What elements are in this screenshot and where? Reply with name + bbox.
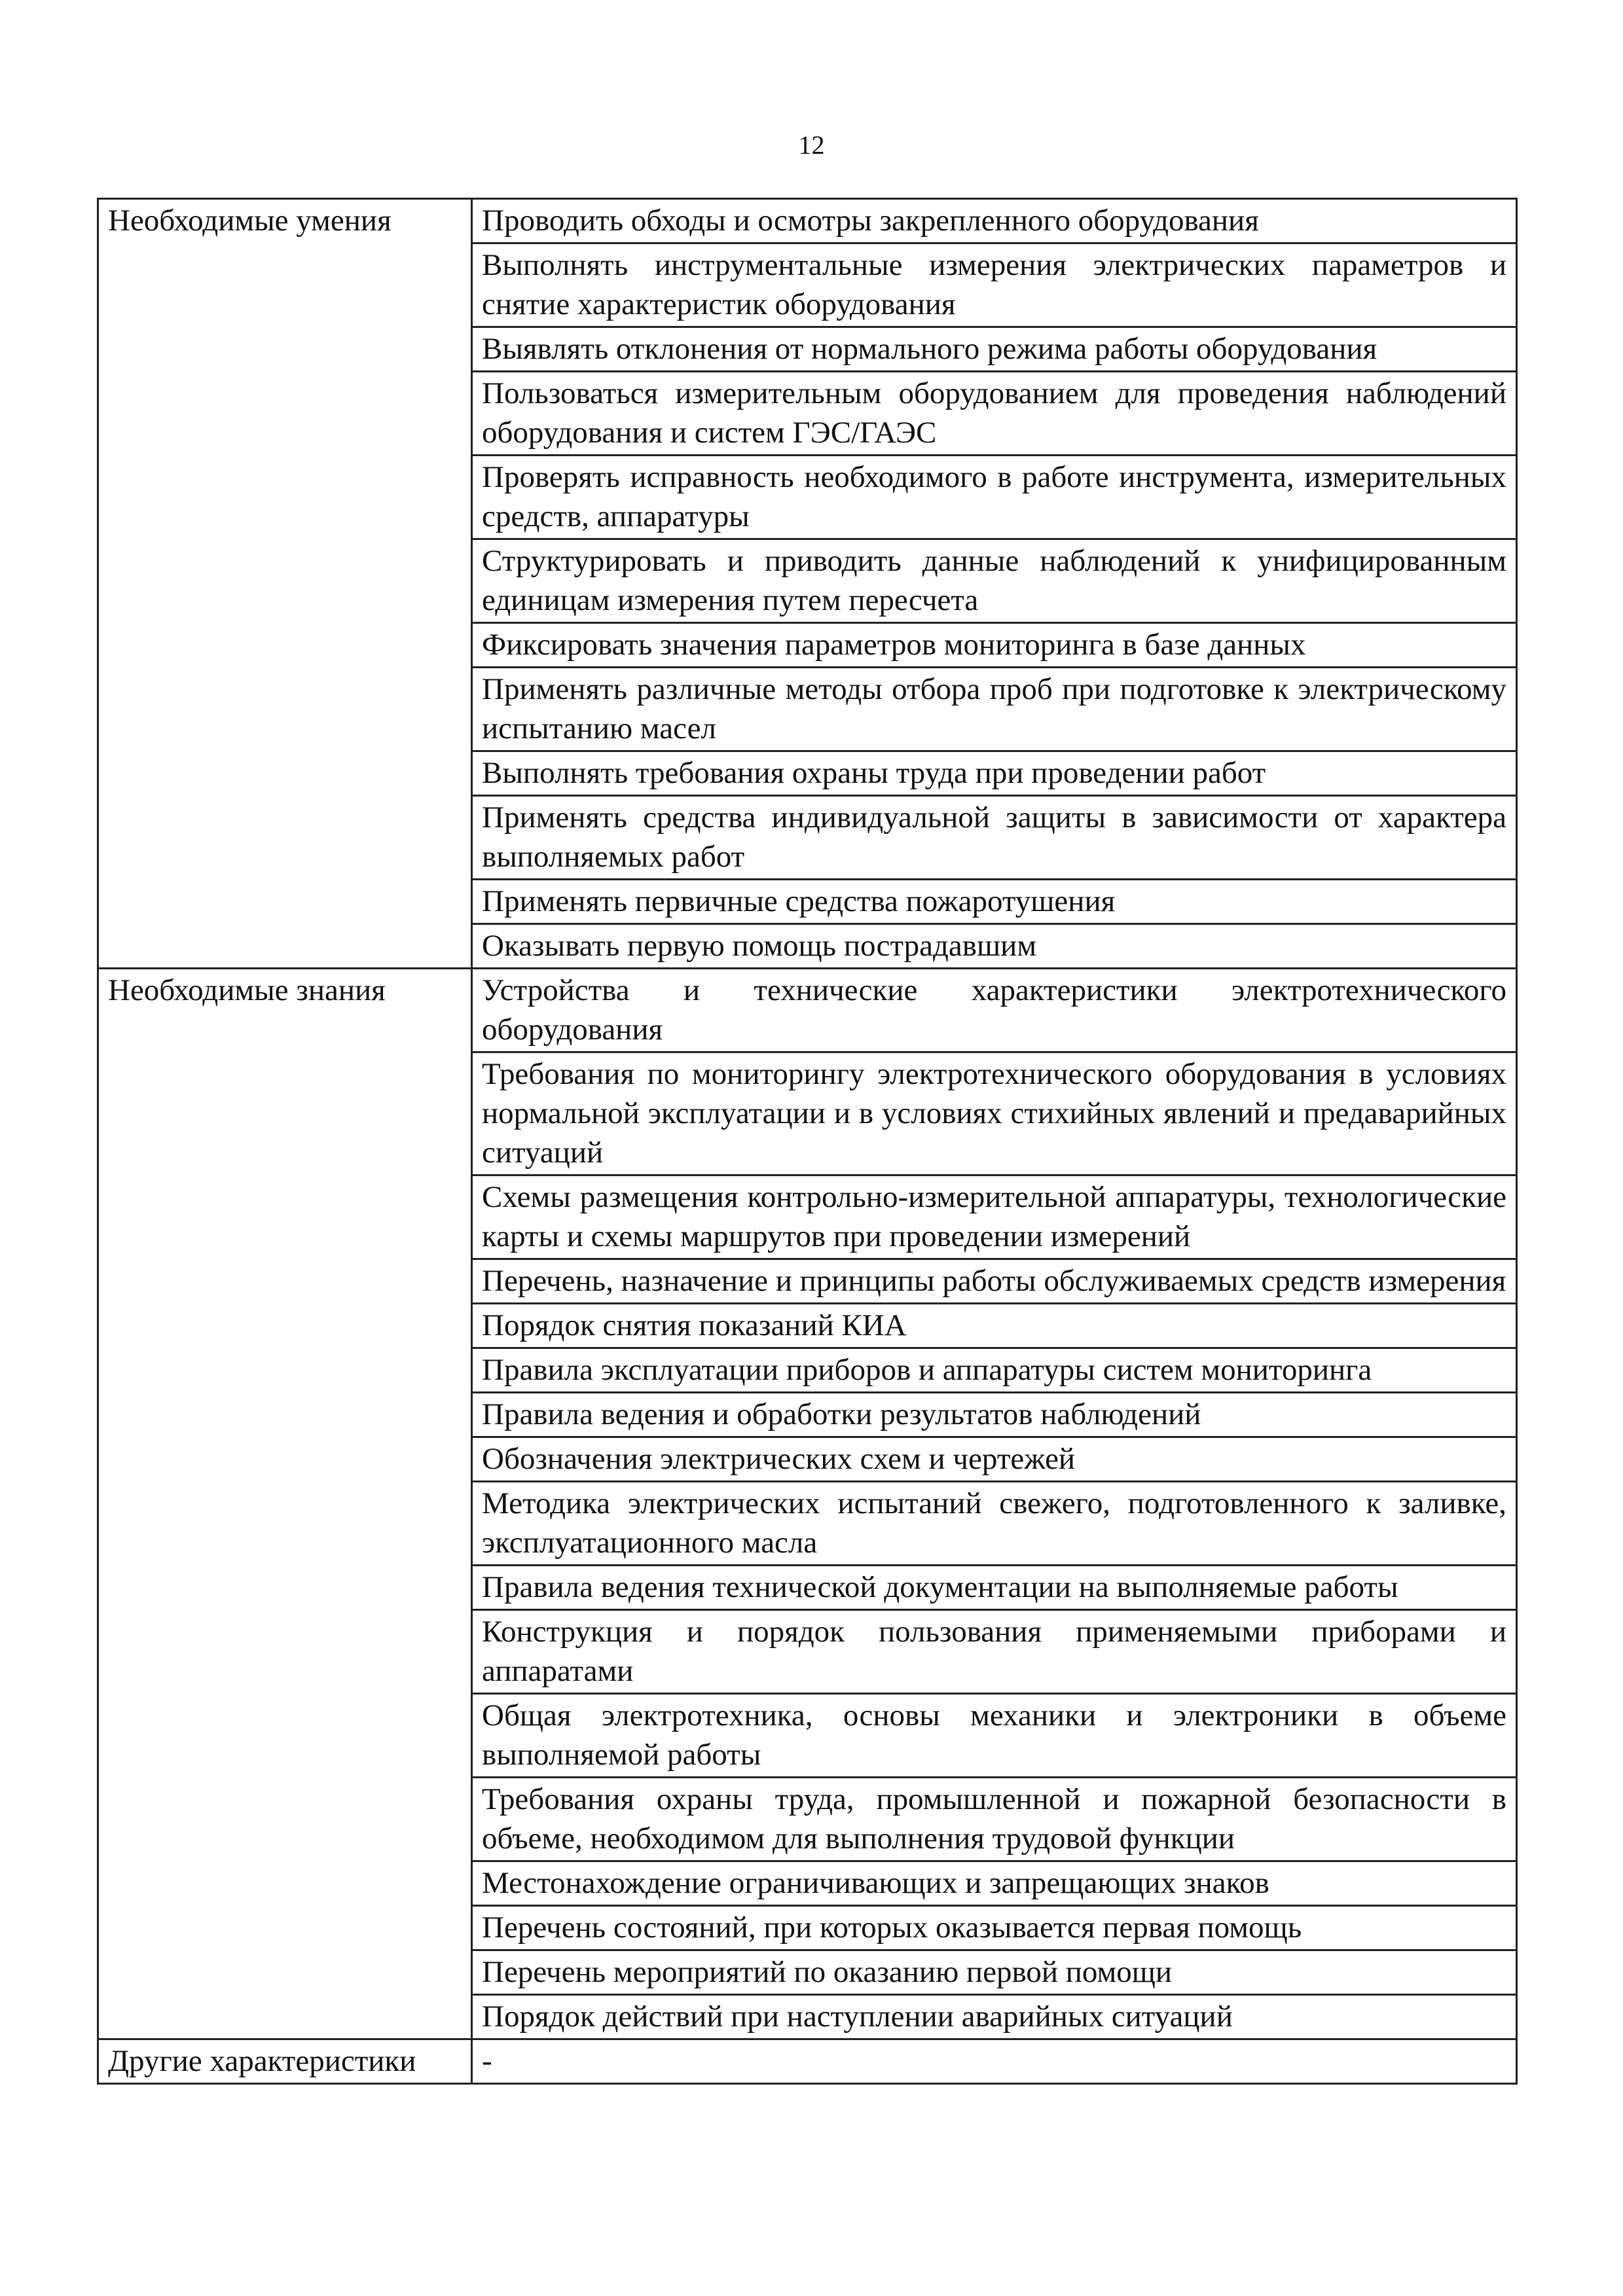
requirement-item: Перечень мероприятий по оказанию первой помощи bbox=[472, 1950, 1517, 1995]
requirement-item: Требования по мониторингу электротехнического оборудования в условиях нормальной эксплуатации и в условиях стихийных явлений и предаварийных ситуаций bbox=[472, 1052, 1517, 1175]
requirement-item: Перечень, назначение и принципы работы обслуживаемых средств измерения bbox=[472, 1259, 1517, 1304]
page-number: 12 bbox=[798, 130, 825, 160]
table-row bbox=[98, 199, 1517, 243]
requirement-item: Обозначения электрических схем и чертежей bbox=[472, 1437, 1517, 1482]
requirement-item: Выполнять инструментальные измерения электрических параметров и снятие характеристик оборудования bbox=[472, 243, 1517, 327]
requirement-item: Местонахождение ограничивающих и запрещающих знаков bbox=[472, 1861, 1517, 1906]
requirement-item: Структурировать и приводить данные наблюдений к унифицированным единицам измерения путем пересчета bbox=[472, 539, 1517, 623]
requirement-item: Выполнять требования охраны труда при проведении работ bbox=[472, 751, 1517, 796]
section-label-skills: Необходимые умения bbox=[98, 199, 472, 969]
requirement-item: Общая электротехника, основы механики и электроники в объеме выполняемой работы bbox=[472, 1694, 1517, 1778]
section-label-other: Другие характеристики bbox=[98, 2039, 472, 2084]
section-label-knowledge: Необходимые знания bbox=[98, 969, 472, 2039]
requirement-item: Устройства и технические характеристики электротехнического оборудования bbox=[472, 969, 1517, 1052]
requirement-item: Правила эксплуатации приборов и аппаратуры систем мониторинга bbox=[472, 1348, 1517, 1393]
competency-table bbox=[97, 198, 1518, 2085]
requirement-item: Порядок снятия показаний КИА bbox=[472, 1304, 1517, 1348]
requirement-item: Применять средства индивидуальной защиты в зависимости от характера выполняемых работ bbox=[472, 796, 1517, 880]
requirement-item: Пользоваться измерительным оборудованием для проведения наблюдений оборудования и систем ГЭС/ГАЭС bbox=[472, 372, 1517, 456]
requirement-item: Проверять исправность необходимого в работе инструмента, измерительных средств, аппаратуры bbox=[472, 456, 1517, 539]
requirement-item: Схемы размещения контрольно-измерительной аппаратуры, технологические карты и схемы маршрутов при проведении измерений bbox=[472, 1175, 1517, 1259]
requirement-item: Правила ведения и обработки результатов наблюдений bbox=[472, 1393, 1517, 1437]
requirement-item: - bbox=[472, 2039, 1517, 2084]
requirement-item: Оказывать первую помощь пострадавшим bbox=[472, 924, 1517, 969]
requirement-item: Правила ведения технической документации на выполняемые работы bbox=[472, 1566, 1517, 1610]
requirement-item: Конструкция и порядок пользования применяемыми приборами и аппаратами bbox=[472, 1610, 1517, 1694]
requirement-item: Выявлять отклонения от нормального режима работы оборудования bbox=[472, 327, 1517, 372]
requirement-item: Порядок действий при наступлении аварийных ситуаций bbox=[472, 1995, 1517, 2039]
requirement-item: Применять первичные средства пожаротушения bbox=[472, 880, 1517, 924]
requirement-item: Фиксировать значения параметров мониторинга в базе данных bbox=[472, 623, 1517, 668]
requirement-item: Применять различные методы отбора проб при подготовке к электрическому испытанию масел bbox=[472, 668, 1517, 751]
requirement-item: Проводить обходы и осмотры закрепленного оборудования bbox=[472, 199, 1517, 243]
requirement-item: Методика электрических испытаний свежего, подготовленного к заливке, эксплуатационного масла bbox=[472, 1482, 1517, 1566]
table-row bbox=[98, 969, 1517, 1052]
table-row bbox=[98, 2039, 1517, 2084]
competency-table-body bbox=[98, 199, 1517, 2084]
requirement-item: Требования охраны труда, промышленной и пожарной безопасности в объеме, необходимом для выполнения трудовой функции bbox=[472, 1778, 1517, 1861]
requirement-item: Перечень состояний, при которых оказывается первая помощь bbox=[472, 1906, 1517, 1950]
